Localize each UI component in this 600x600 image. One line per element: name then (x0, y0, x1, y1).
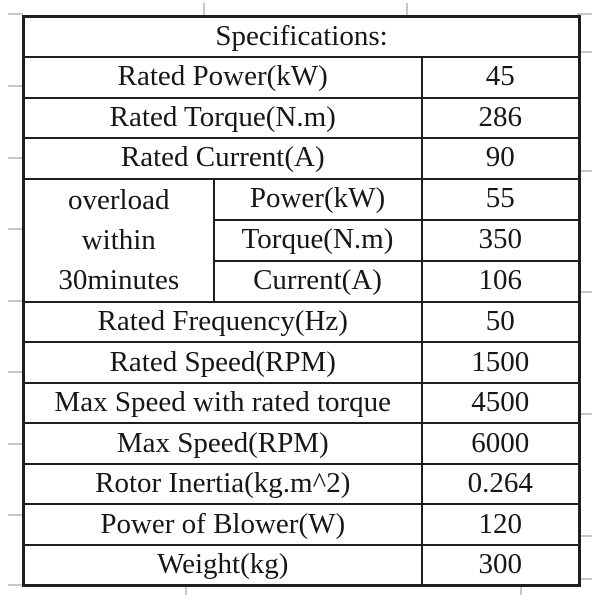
spec-label: Rated Torque(N.m) (24, 98, 422, 139)
overload-group-label (24, 179, 214, 302)
spec-row (24, 464, 580, 505)
spec-value: 106 (422, 261, 580, 302)
overload-label-line: overload (68, 183, 170, 216)
spec-label: Power of Blower(W) (24, 504, 422, 545)
spec-row-overload (24, 179, 580, 220)
spec-value: 90 (422, 138, 580, 179)
spec-value: 4500 (422, 383, 580, 424)
spec-label: Rated Current(A) (24, 138, 422, 179)
spec-label: Rated Power(kW) (24, 57, 422, 98)
spec-label: Rated Speed(RPM) (24, 342, 422, 383)
gridline-artifact (406, 3, 408, 15)
spec-row (24, 383, 580, 424)
gridline-artifact (8, 13, 23, 15)
spec-sublabel: Current(A) (214, 261, 422, 302)
spec-label: Rated Frequency(Hz) (24, 302, 422, 343)
gridline-artifact (8, 85, 23, 87)
spec-row (24, 57, 580, 98)
spec-row (24, 342, 580, 383)
spec-value: 50 (422, 302, 580, 343)
gridline-artifact (8, 443, 23, 445)
spec-label: Weight(kg) (24, 545, 422, 586)
gridline-artifact (8, 228, 23, 230)
gridline-artifact (8, 157, 23, 159)
spec-label: Max Speed(RPM) (24, 423, 422, 464)
overload-label-line: 30minutes (58, 264, 180, 297)
spec-value: 350 (422, 220, 580, 261)
spec-row (24, 302, 580, 343)
spec-sublabel: Power(kW) (214, 179, 422, 220)
specifications-table (22, 15, 581, 587)
gridline-artifact (203, 3, 205, 15)
spec-row (24, 423, 580, 464)
spec-sublabel: Torque(N.m) (214, 220, 422, 261)
spec-value: 45 (422, 57, 580, 98)
spec-value: 0.264 (422, 464, 580, 505)
spec-value: 55 (422, 179, 580, 220)
gridline-artifact (8, 300, 23, 302)
spec-label: Rotor Inertia(kg.m^2) (24, 464, 422, 505)
overload-label-line: within (81, 223, 156, 256)
table-title: Specifications: (24, 17, 580, 58)
spec-value: 300 (422, 545, 580, 586)
spec-label: Max Speed with rated torque (24, 383, 422, 424)
spec-value: 1500 (422, 342, 580, 383)
gridline-artifact (8, 514, 23, 516)
spec-row (24, 138, 580, 179)
spec-value: 120 (422, 504, 580, 545)
spec-row (24, 98, 580, 139)
spec-value: 6000 (422, 423, 580, 464)
title-row (24, 17, 580, 58)
spec-row (24, 545, 580, 586)
spec-row (24, 504, 580, 545)
gridline-artifact (8, 584, 23, 586)
spec-value: 286 (422, 98, 580, 139)
gridline-artifact (8, 371, 23, 373)
